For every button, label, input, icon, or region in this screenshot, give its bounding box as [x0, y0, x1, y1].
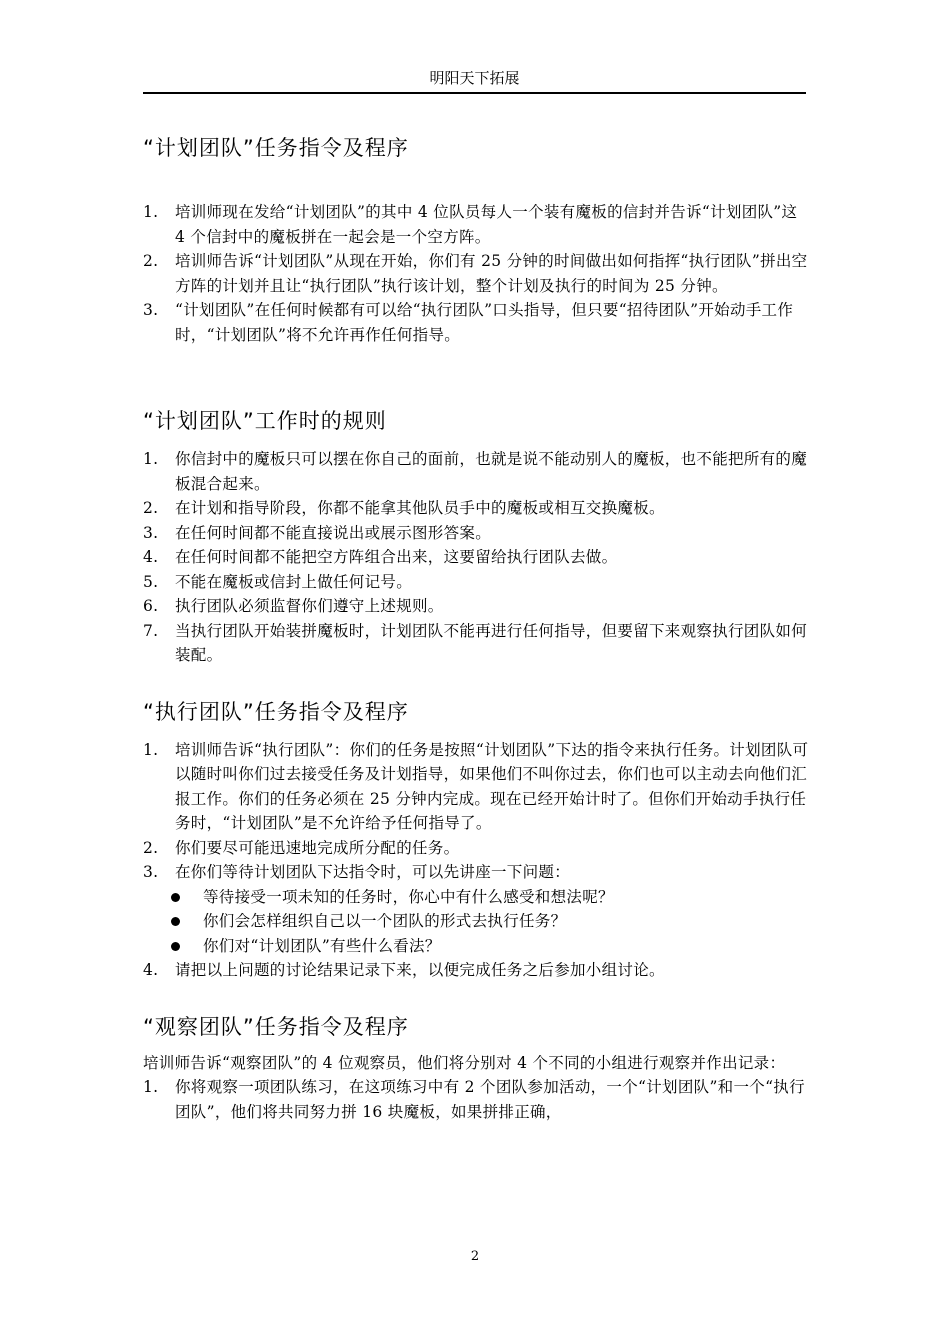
- list-number: 6.: [143, 597, 159, 615]
- list-number: 1.: [143, 450, 159, 468]
- list-item-text: “计划团队”在任何时候都有可以给“执行团队”口头指导，但只要“招待团队”开始动手工作时，“计划团队”将不允许再作任何指导。: [175, 301, 794, 344]
- list-item: [143, 1075, 809, 1124]
- bullet-text: 等待接受一项未知的任务时，你心中有什么感受和想法呢？: [203, 887, 614, 906]
- list-item-text: 在任何时间都不能直接说出或展示图形答案。: [175, 523, 492, 542]
- bullet-list-container: [143, 885, 809, 959]
- list-item-text: 当执行团队开始装拼魔板时，计划团队不能再进行任何指导，但要留下来观察执行团队如何装配。: [175, 621, 808, 664]
- bullet-item: [171, 909, 809, 934]
- list-item-text: 你们要尽可能迅速地完成所分配的任务。: [175, 838, 460, 857]
- section-title-observation-team-instructions: “观察团队”任务指令及程序: [143, 1014, 409, 1039]
- list-item-text: 请把以上问题的讨论结果记录下来，以便完成任务之后参加小组讨论。: [175, 961, 665, 979]
- list-number: 1.: [143, 740, 159, 759]
- bullet-item: [171, 934, 809, 959]
- list-item-text: 培训师告诉“执行团队”：你们的任务是按照“计划团队”下达的指令来执行任务。计划团队可以随时叫你们过去接受任务及计划指导，如果他们不叫你过去，你们也可以主动去向他们汇报工作。你们的任务必须在 25 分钟内完成。现在已经开始计时了。但你们开始动手执行任务时，“计划团队”是不允许给予任何指导了。: [175, 740, 809, 832]
- list-number: 1.: [143, 203, 159, 221]
- list-number: 4.: [143, 548, 159, 566]
- list-item: [143, 860, 809, 885]
- list-number: 2.: [143, 499, 159, 517]
- section-title-execution-team-instructions: “执行团队”任务指令及程序: [143, 699, 409, 724]
- discussion-question-list: [143, 885, 809, 959]
- list-number: 2.: [143, 252, 159, 270]
- list-number: 2.: [143, 838, 159, 857]
- list-item-text: 执行团队必须监督你们遵守上述规则。: [175, 597, 444, 615]
- bullet-dot-icon: [171, 942, 180, 951]
- page-header: 明阳天下拓展: [429, 69, 520, 87]
- section-title-planning-team-instructions: “计划团队”任务指令及程序: [143, 136, 409, 160]
- list-item: [143, 496, 809, 521]
- list-item-text: 不能在魔板或信封上做任何记号。: [175, 572, 413, 591]
- list-item: [143, 545, 809, 570]
- planning-team-rules-list: [143, 447, 809, 668]
- bullet-text: 你们对“计划团队”有些什么看法？: [203, 936, 441, 955]
- bullet-dot-icon: [171, 893, 180, 902]
- page-number: 2: [470, 1249, 480, 1264]
- list-item: [143, 521, 809, 546]
- list-item: [143, 958, 809, 983]
- list-item: [143, 200, 809, 249]
- list-item: [143, 738, 809, 836]
- section-title-planning-team-rules: “计划团队”工作时的规则: [143, 409, 387, 433]
- list-item-text: 在计划和指导阶段，你都不能拿其他队员手中的魔板或相互交换魔板。: [175, 499, 665, 517]
- observation-team-intro: 培训师告诉“观察团队”的 4 位观察员，他们将分别对 4 个不同的小组进行观察并作出记录：: [143, 1053, 786, 1072]
- list-number: 3.: [143, 301, 159, 319]
- list-number: 1.: [143, 1078, 159, 1096]
- bullet-text: 你们会怎样组织自己以一个团队的形式去执行任务？: [203, 912, 567, 930]
- list-item-text: 你将观察一项团队练习，在这项练习中有 2 个团队参加活动，一个“计划团队”和一个“执行团队”，他们将共同努力拼 16 块魔板，如果拼排正确，: [175, 1078, 805, 1121]
- list-number: 4.: [143, 961, 159, 979]
- list-number: 3.: [143, 523, 159, 542]
- list-item-text: 培训师现在发给“计划团队”的其中 4 位队员每人一个装有魔板的信封并告诉“计划团队”这 4 个信封中的魔板拼在一起会是一个空方阵。: [175, 203, 798, 246]
- list-item-text: 你信封中的魔板只可以摆在你自己的面前，也就是说不能动别人的魔板，也不能把所有的魔板混合起来。: [175, 450, 808, 493]
- list-item: [143, 619, 809, 668]
- list-item: [143, 836, 809, 861]
- list-number: 5.: [143, 572, 159, 591]
- list-item-text: 在任何时间都不能把空方阵组合出来，这要留给执行团队去做。: [175, 548, 618, 566]
- bullet-item: [171, 885, 809, 910]
- list-item: [143, 594, 809, 619]
- bullet-dot-icon: [171, 917, 180, 926]
- observation-team-instruction-list: [143, 1075, 809, 1124]
- list-item-text: 培训师告诉“计划团队”从现在开始，你们有 25 分钟的时间做出如何指挥“执行团队”拼出空方阵的计划并且让“执行团队”执行该计划，整个计划及执行的时间为 25 分钟。: [175, 252, 808, 295]
- list-number: 3.: [143, 863, 159, 881]
- list-item: [143, 298, 809, 347]
- list-item: [143, 249, 809, 298]
- execution-team-instruction-list: [143, 738, 809, 983]
- document-body: [143, 132, 809, 1124]
- list-number: 7.: [143, 621, 159, 640]
- list-item: [143, 570, 809, 595]
- list-item-text: 在你们等待计划团队下达指令时，可以先讲座一下问题：: [175, 863, 571, 881]
- list-item: [143, 447, 809, 496]
- header-rule: [143, 92, 806, 94]
- planning-team-instruction-list: [143, 200, 809, 347]
